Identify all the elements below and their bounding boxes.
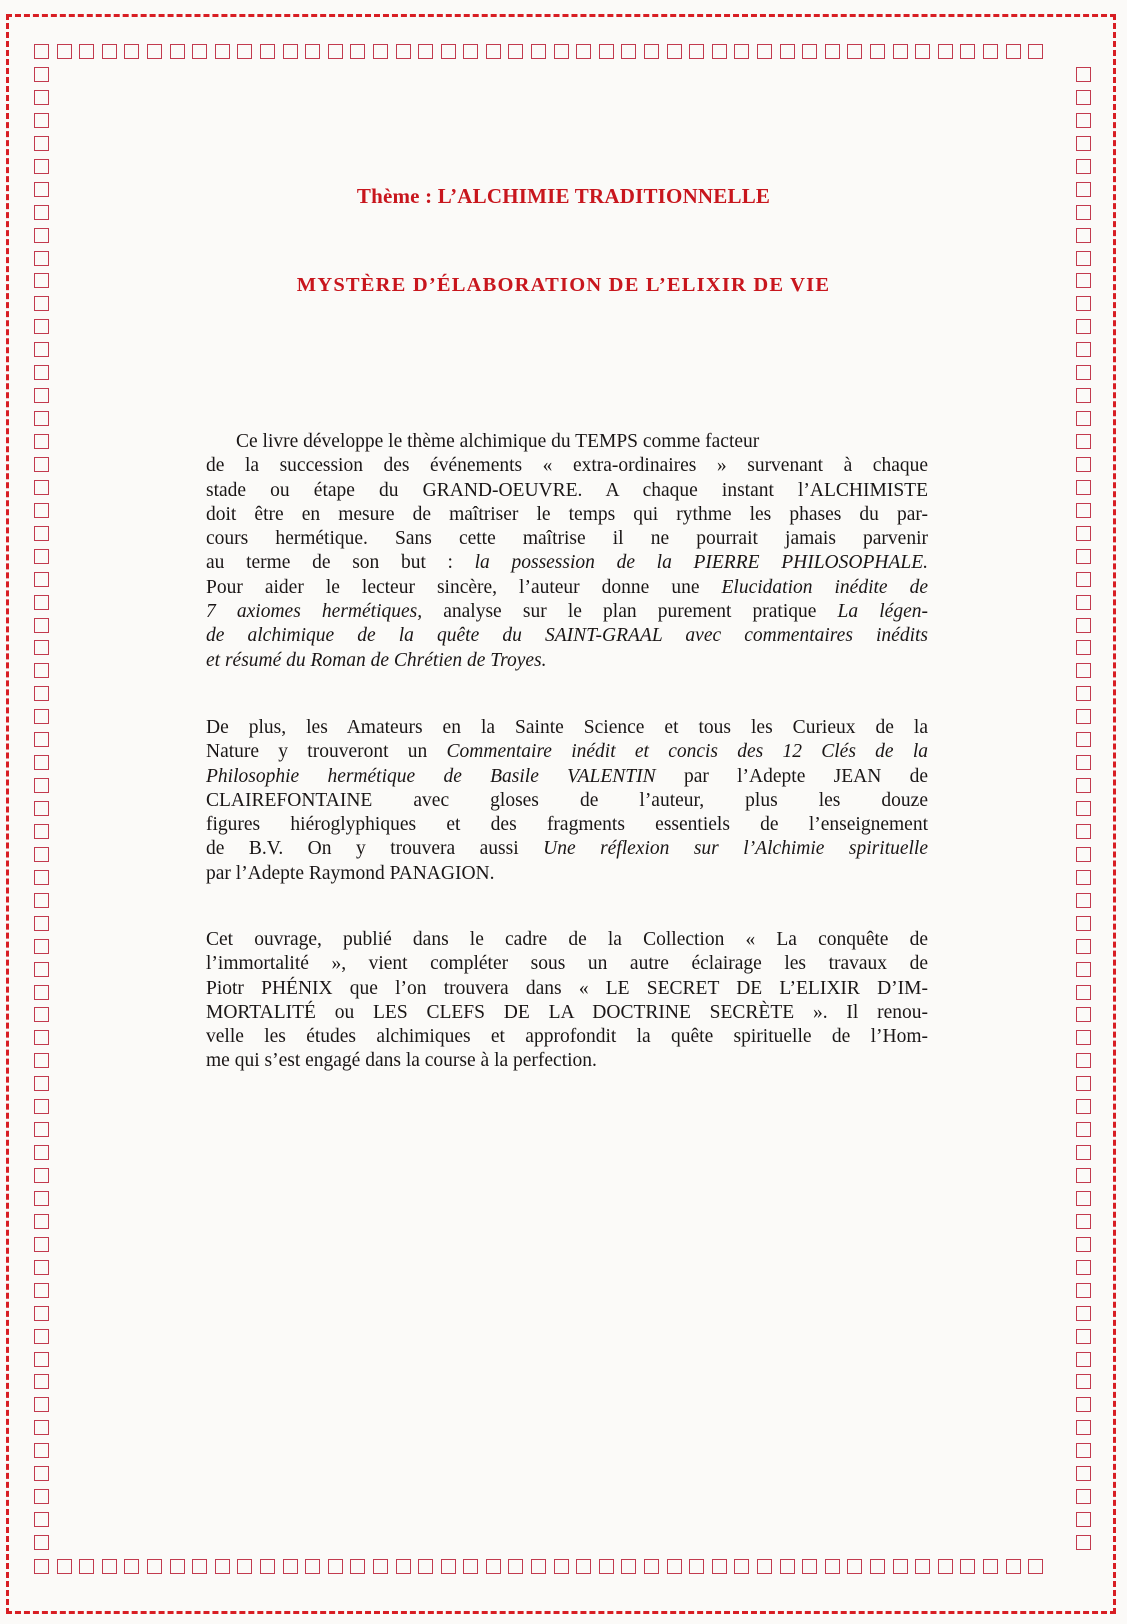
border-square-icon [34, 44, 49, 59]
border-square-icon [350, 1559, 365, 1574]
border-square-icon [531, 1559, 546, 1574]
border-square-icon [554, 44, 569, 59]
border-square-icon [34, 1535, 49, 1550]
border-square-icon [215, 44, 230, 59]
border-square-icon [893, 1559, 908, 1574]
text-line [206, 479, 928, 503]
border-square-icon [34, 251, 49, 266]
border-square-icon [373, 44, 388, 59]
border-square-icon [1076, 1374, 1091, 1389]
border-square-icon [780, 1559, 795, 1574]
border-square-icon [757, 44, 772, 59]
text-line [206, 454, 928, 478]
text-run: par l’Adepte JEAN de [655, 765, 928, 787]
border-square-icon [1076, 985, 1091, 1000]
text-line [206, 576, 928, 600]
text-line [206, 952, 928, 976]
border-square-icon [486, 1559, 501, 1574]
border-square-icon [1076, 916, 1091, 931]
border-square-icon [1076, 90, 1091, 105]
text-run: figures hiéroglyphiques et des fragments essentiels de l’enseignement [206, 814, 928, 836]
border-square-icon [441, 1559, 456, 1574]
border-square-icon [147, 1559, 162, 1574]
border-square-icon [283, 44, 298, 59]
border-square-icon [34, 365, 49, 380]
border-square-icon [34, 1191, 49, 1206]
border-square-icon [396, 44, 411, 59]
border-square-icon [1076, 572, 1091, 587]
border-square-icon [170, 1559, 185, 1574]
paragraph-contents [206, 716, 928, 886]
border-square-icon [1076, 1283, 1091, 1298]
border-square-icon [1076, 663, 1091, 678]
border-square-icon [508, 44, 523, 59]
border-square-icon [1076, 1352, 1091, 1367]
border-square-icon [689, 1559, 704, 1574]
text-line [206, 765, 928, 789]
border-square-icon [734, 44, 749, 59]
border-square-icon [1076, 893, 1091, 908]
border-square-icon [124, 1559, 139, 1574]
border-square-icon [170, 44, 185, 59]
border-square-icon [328, 1559, 343, 1574]
text-line [206, 928, 928, 952]
text-run: stade ou étape du GRAND-OEUVRE. A chaque instant l’ALCHIMISTE [206, 479, 928, 501]
text-run: Nature y trouveront un [206, 741, 447, 763]
border-square-icon [34, 870, 49, 885]
border-square-icon [531, 44, 546, 59]
border-square-icon [508, 1559, 523, 1574]
border-square-icon [34, 549, 49, 564]
border-square-icon [34, 824, 49, 839]
border-square-icon [34, 388, 49, 403]
border-square-icon [1076, 503, 1091, 518]
border-square-icon [938, 44, 953, 59]
italic-text-run: Elucidation inédite de [721, 576, 928, 598]
text-run: de B.V. On y trouvera aussi [206, 838, 544, 860]
border-square-icon [124, 44, 139, 59]
border-square-icon [1076, 365, 1091, 380]
border-square-icon [486, 44, 501, 59]
border-square-icon [1076, 1535, 1091, 1550]
border-square-icon [463, 1559, 478, 1574]
border-square-icon [712, 44, 727, 59]
border-square-icon [34, 434, 49, 449]
border-square-icon [34, 526, 49, 541]
paragraph-collection [206, 928, 928, 1074]
italic-text-run: de alchimique de la quête du SAINT-GRAAL avec commentaires inédits [206, 625, 928, 647]
border-square-icon [34, 1260, 49, 1275]
border-square-icon [1076, 1260, 1091, 1275]
square-border-top [34, 44, 1051, 59]
border-square-icon [102, 1559, 117, 1574]
border-square-icon [34, 985, 49, 1000]
text-run: velle les études alchimiques et approfondit la quête spirituelle de l’Hom- [206, 1026, 928, 1048]
border-square-icon [983, 1559, 998, 1574]
text-run: analyse sur le plan purement pratique [422, 601, 838, 623]
text-line [206, 716, 928, 740]
border-square-icon [34, 1306, 49, 1321]
border-square-icon [1076, 1214, 1091, 1229]
text-line [206, 977, 928, 1001]
border-square-icon [1076, 319, 1091, 334]
border-square-icon [1076, 1168, 1091, 1183]
border-square-icon [1076, 962, 1091, 977]
border-square-icon [260, 44, 275, 59]
border-square-icon [1076, 1191, 1091, 1206]
border-square-icon [1076, 228, 1091, 243]
border-square-icon [757, 1559, 772, 1574]
border-square-icon [328, 44, 343, 59]
border-square-icon [350, 44, 365, 59]
border-square-icon [1076, 1397, 1091, 1412]
border-square-icon [237, 44, 252, 59]
border-square-icon [1076, 1030, 1091, 1045]
text-run: au terme de son but : [206, 552, 475, 574]
border-square-icon [1076, 251, 1091, 266]
border-square-icon [1076, 388, 1091, 403]
border-square-icon [34, 595, 49, 610]
text-run: par l’Adepte Raymond PANAGION. [206, 862, 495, 884]
border-square-icon [34, 1214, 49, 1229]
border-square-icon [1076, 686, 1091, 701]
border-square-icon [34, 1076, 49, 1091]
border-square-icon [621, 1559, 636, 1574]
border-square-icon [34, 159, 49, 174]
border-square-icon [34, 319, 49, 334]
italic-text-run: et résumé du Roman de Chrétien de Troyes. [206, 649, 547, 671]
border-square-icon [1076, 526, 1091, 541]
border-square-icon [34, 1099, 49, 1114]
border-square-icon [983, 44, 998, 59]
border-square-icon [1076, 1512, 1091, 1527]
border-square-icon [283, 1559, 298, 1574]
border-square-icon [847, 44, 862, 59]
border-square-icon [1076, 1329, 1091, 1344]
border-square-icon [34, 411, 49, 426]
border-square-icon [667, 44, 682, 59]
border-square-icon [847, 1559, 862, 1574]
border-square-icon [79, 1559, 94, 1574]
text-run: de la succession des événements « extra-ordinaires » survenant à chaque [206, 455, 928, 477]
border-square-icon [34, 640, 49, 655]
text-line [206, 1025, 928, 1049]
border-square-icon [192, 44, 207, 59]
border-square-icon [34, 1489, 49, 1504]
border-square-icon [396, 1559, 411, 1574]
border-square-icon [34, 1420, 49, 1435]
border-square-icon [34, 755, 49, 770]
border-square-icon [1076, 1237, 1091, 1252]
border-square-icon [1076, 847, 1091, 862]
border-square-icon [463, 44, 478, 59]
italic-text-run: la possession de la PIERRE PHILOSOPHALE. [474, 552, 928, 574]
border-square-icon [1006, 44, 1021, 59]
border-square-icon [34, 847, 49, 862]
border-square-icon [1076, 159, 1091, 174]
border-square-icon [915, 1559, 930, 1574]
border-square-icon [34, 1559, 49, 1574]
border-square-icon [34, 136, 49, 151]
border-square-icon [1076, 709, 1091, 724]
border-square-icon [192, 1559, 207, 1574]
border-square-icon [373, 1559, 388, 1574]
border-square-icon [34, 663, 49, 678]
border-square-icon [1076, 136, 1091, 151]
text-line [206, 600, 928, 624]
border-square-icon [1076, 618, 1091, 633]
text-line [206, 527, 928, 551]
border-square-icon [34, 503, 49, 518]
text-line [206, 740, 928, 764]
border-square-icon [34, 1374, 49, 1389]
border-square-icon [57, 44, 72, 59]
italic-text-run: Commentaire inédit et concis des 12 Clés de la [446, 741, 928, 763]
border-square-icon [34, 1283, 49, 1298]
border-square-icon [1006, 1559, 1021, 1574]
text-run: doit être en mesure de maîtriser le temps qui rythme les phases du par- [206, 503, 928, 525]
theme-heading: Thème : L’ALCHIMIE TRADITIONNELLE [356, 184, 771, 208]
border-square-icon [802, 44, 817, 59]
border-square-icon [576, 44, 591, 59]
border-square-icon [1076, 870, 1091, 885]
border-square-icon [1076, 801, 1091, 816]
border-square-icon [34, 113, 49, 128]
border-square-icon [576, 1559, 591, 1574]
text-line [206, 789, 928, 813]
border-square-icon [34, 801, 49, 816]
paragraph-intro [206, 430, 928, 673]
border-square-icon [554, 1559, 569, 1574]
border-square-icon [644, 44, 659, 59]
italic-text-run: Une réflexion sur l’Alchimie spirituelle [543, 838, 929, 860]
border-square-icon [34, 1122, 49, 1137]
border-square-icon [34, 1466, 49, 1481]
border-square-icon [1076, 1122, 1091, 1137]
border-square-icon [34, 732, 49, 747]
border-square-icon [418, 44, 433, 59]
italic-text-run: Philosophie hermétique de Basile VALENTIN [206, 765, 656, 787]
border-square-icon [825, 44, 840, 59]
border-square-icon [34, 709, 49, 724]
border-square-icon [34, 1397, 49, 1412]
border-square-icon [1028, 1559, 1043, 1574]
border-square-icon [960, 1559, 975, 1574]
border-square-icon [1076, 67, 1091, 82]
border-square-icon [599, 44, 614, 59]
border-square-icon [34, 916, 49, 931]
text-line [206, 551, 928, 575]
border-square-icon [1076, 480, 1091, 495]
border-square-icon [34, 572, 49, 587]
border-square-icon [1076, 1443, 1091, 1458]
border-square-icon [79, 44, 94, 59]
border-square-icon [34, 90, 49, 105]
border-square-icon [734, 1559, 749, 1574]
border-square-icon [34, 1512, 49, 1527]
border-square-icon [1076, 113, 1091, 128]
border-square-icon [34, 618, 49, 633]
border-square-icon [147, 44, 162, 59]
border-square-icon [305, 44, 320, 59]
border-square-icon [34, 1443, 49, 1458]
border-square-icon [1076, 640, 1091, 655]
text-run: MORTALITÉ ou LES CLEFS DE LA DOCTRINE SECRÈTE ». Il renou- [206, 1001, 928, 1023]
border-square-icon [34, 296, 49, 311]
border-square-icon [34, 962, 49, 977]
border-square-icon [870, 44, 885, 59]
border-square-icon [34, 228, 49, 243]
text-line [206, 1001, 928, 1025]
border-square-icon [34, 893, 49, 908]
text-run: Pour aider le lecteur sincère, l’auteur donne une [206, 576, 722, 598]
text-line [206, 813, 928, 837]
border-square-icon [34, 1237, 49, 1252]
border-square-icon [34, 1007, 49, 1022]
text-run: l’immortalité », vient compléter sous un autre éclairage les travaux de [206, 953, 928, 975]
border-square-icon [34, 342, 49, 357]
text-line [206, 862, 928, 886]
border-square-icon [1076, 1306, 1091, 1321]
border-square-icon [34, 686, 49, 701]
border-square-icon [34, 1168, 49, 1183]
border-square-icon [34, 457, 49, 472]
border-square-icon [1076, 411, 1091, 426]
border-square-icon [215, 1559, 230, 1574]
border-square-icon [1076, 457, 1091, 472]
border-square-icon [1076, 1489, 1091, 1504]
italic-text-run: 7 axiomes hermétiques, [206, 601, 423, 623]
border-square-icon [1076, 1099, 1091, 1114]
text-run: cours hermétique. Sans cette maîtrise il ne pourrait jamais parvenir [206, 528, 928, 550]
border-square-icon [938, 1559, 953, 1574]
border-square-icon [34, 1030, 49, 1045]
border-square-icon [1076, 1007, 1091, 1022]
border-square-icon [34, 1053, 49, 1068]
text-line [206, 430, 928, 454]
border-square-icon [34, 1352, 49, 1367]
border-square-icon [418, 1559, 433, 1574]
text-line [206, 1049, 928, 1073]
border-square-icon [870, 1559, 885, 1574]
border-square-icon [1076, 342, 1091, 357]
text-run: CLAIREFONTAINE avec gloses de l’auteur, plus les douze [206, 789, 928, 811]
border-square-icon [1028, 44, 1043, 59]
border-square-icon [34, 778, 49, 793]
border-square-icon [57, 1559, 72, 1574]
border-square-icon [34, 480, 49, 495]
text-line [206, 503, 928, 527]
border-square-icon [1076, 549, 1091, 564]
border-square-icon [1076, 732, 1091, 747]
border-square-icon [1076, 296, 1091, 311]
border-square-icon [237, 1559, 252, 1574]
italic-text-run: La légen- [837, 601, 928, 623]
text-run: Ce livre développe le thème alchimique du TEMPS comme facteur [236, 431, 760, 452]
border-square-icon [667, 1559, 682, 1574]
border-square-icon [893, 44, 908, 59]
text-run: me qui s’est engagé dans la course à la perfection. [206, 1050, 597, 1072]
border-square-icon [1076, 1466, 1091, 1481]
border-square-icon [960, 44, 975, 59]
border-square-icon [915, 44, 930, 59]
border-square-icon [1076, 824, 1091, 839]
border-square-icon [34, 939, 49, 954]
border-square-icon [305, 1559, 320, 1574]
border-square-icon [34, 67, 49, 82]
border-square-icon [1076, 434, 1091, 449]
text-run: Piotr PHÉNIX que l’on trouvera dans « LE SECRET DE L’ELIXIR D’IM- [206, 977, 928, 999]
border-square-icon [260, 1559, 275, 1574]
border-square-icon [441, 44, 456, 59]
border-square-icon [1076, 595, 1091, 610]
border-square-icon [644, 1559, 659, 1574]
border-square-icon [802, 1559, 817, 1574]
border-square-icon [1076, 1145, 1091, 1160]
border-square-icon [34, 1329, 49, 1344]
text-line [206, 837, 928, 861]
border-square-icon [1076, 1076, 1091, 1091]
border-square-icon [1076, 1420, 1091, 1435]
square-border-bottom [34, 1559, 1051, 1574]
border-square-icon [712, 1559, 727, 1574]
border-square-icon [1076, 778, 1091, 793]
text-line [206, 649, 928, 673]
book-title: MYSTÈRE D’ÉLABORATION DE L’ELIXIR DE VIE [296, 274, 831, 296]
text-line [206, 624, 928, 648]
border-square-icon [102, 44, 117, 59]
border-square-icon [599, 1559, 614, 1574]
border-square-icon [780, 44, 795, 59]
border-square-icon [825, 1559, 840, 1574]
border-square-icon [34, 1145, 49, 1160]
border-square-icon [1076, 1053, 1091, 1068]
border-square-icon [689, 44, 704, 59]
border-square-icon [1076, 755, 1091, 770]
border-square-icon [1076, 939, 1091, 954]
text-run: Cet ouvrage, publié dans le cadre de la Collection « La conquête de [206, 929, 928, 950]
border-square-icon [621, 44, 636, 59]
text-run: De plus, les Amateurs en la Sainte Science et tous les Curieux de la [206, 717, 928, 738]
